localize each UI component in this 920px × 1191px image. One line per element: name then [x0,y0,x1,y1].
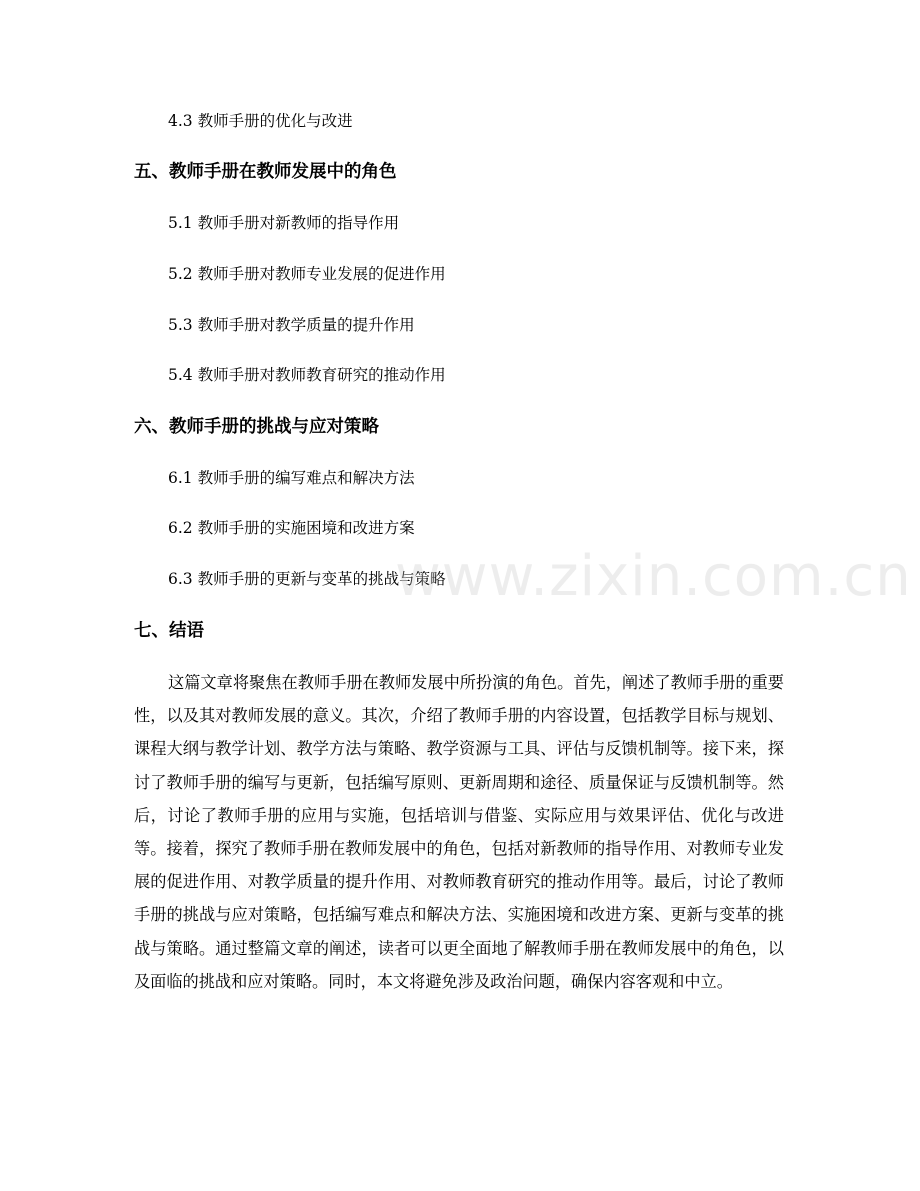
toc-item-5-3: 5.3 教师手册对教学质量的提升作用 [168,316,415,334]
section-5-heading: 五、教师手册在教师发展中的角色 [134,162,397,182]
toc-item-4-3: 4.3 教师手册的优化与改进 [168,112,353,130]
toc-item-6-3: 6.3 教师手册的更新与变革的挑战与策略 [168,570,446,588]
conclusion-paragraph: 这篇文章将聚焦在教师手册在教师发展中所扮演的角色。首先，阐述了教师手册的重要性，以及其对教师发展的意义。其次，介绍了教师手册的内容设置，包括教学目标与规划、课程大纲与教学计划、教学方法与策略、教学资源与工具、评估与反馈机制等。接下来，探讨了教师手册的编写与更新，包括编写原则、更新周期和途径、质量保证与反馈机制等。然后，讨论了教师手册的应用与实施，包括培训与借鉴、实际应用与效果评估、优化与改进等。接着，探究了教师手册在教师发展中的角色，包括对新教师的指导作用、对教师专业发展的促进作用、对教学质量的提升作用、对教师教育研究的推动作用等。最后，讨论了教师手册的挑战与应对策略，包括编写难点和解决方法、实施困境和改进方案、更新与变革的挑战与策略。通过整篇文章的阐述，读者可以更全面地了解教师手册在教师发展中的角色，以及面临的挑战和应对策略。同时，本文将避免涉及政治问题，确保内容客观和中立。 [134,673,784,991]
toc-item-5-4: 5.4 教师手册对教师教育研究的推动作用 [168,366,446,384]
toc-item-5-1: 5.1 教师手册对新教师的指导作用 [168,214,400,232]
toc-item-5-2: 5.2 教师手册对教师专业发展的促进作用 [168,265,446,283]
watermark: www.zixin.com.cn [395,544,912,609]
toc-item-6-2: 6.2 教师手册的实施困境和改进方案 [168,519,415,537]
section-6-heading: 六、教师手册的挑战与应对策略 [134,417,379,437]
toc-item-6-1: 6.1 教师手册的编写难点和解决方法 [168,469,415,487]
section-7-heading: 七、结语 [134,621,204,641]
